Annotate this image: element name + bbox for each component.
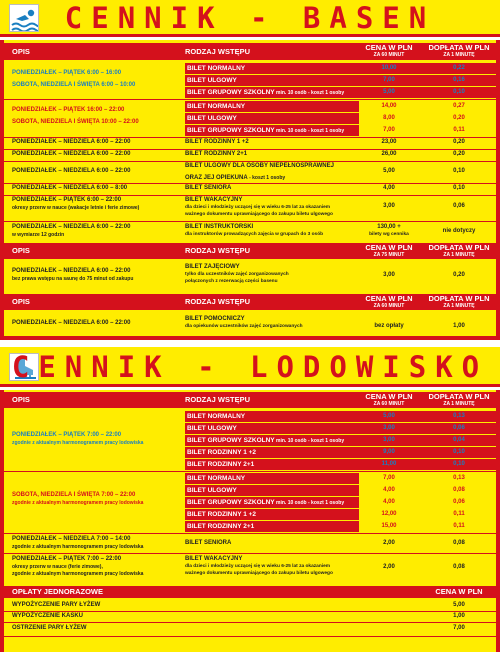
pool-g2-ticket: BILET GRUPOWY SZKOLNY min. 10 osób - koszt 1 osoby	[185, 125, 359, 136]
pool-g1-ticket: BILET NORMALNY	[185, 63, 496, 74]
rink-title: CENNIK - LODOWISKO	[11, 350, 489, 384]
pool-header-75: OPIS RODZAJ WSTĘPU CENA W PLN ZA 75 MINUT DOPŁATA W PLN ZA 1 MINUTĘ	[4, 243, 496, 259]
pool-panel: OPIS RODZAJ WSTĘPU CENA W PLN ZA 60 MINUT DOPŁATA W PLN ZA 1 MINUTĘ PONIEDZIAŁEK – PIĄTEK 6:00 – 16:00 SOBOTA, NIEDZIELA I ŚWIĘTA 6:00 – 10:00 BILET NORMALNY BILET ULGOWY BILET GRUPOWY SZKOLNY min. 10 osób - koszt 1 osoby 10,00 0,22 7,00 0,16 5,00 0,10 PONIEDZIAŁEK – PIĄTEK 16:00 – 22:00 SOBOTA, NIEDZIELA I ŚWIĘTA 10:00 – 22:00 BILET NORMALNY BILET ULGOWY BILET GRUPOWY SZKOLNY min. 10 osób - koszt 1 osoby 14,00 0,27 8,00 0,20 7,00 0,11 PONIEDZIAŁEK – NIEDZIELA 6:00 – 22:00 BILET RODZINNY 1 +2 23,00 0,20 PONIEDZIAŁEK – NIEDZIELA 6:00 – 22:00 BILET RODZINNY 2+1 26,00 0,20 PONIEDZIAŁEK – NIEDZIELA 6:00 – 22:00 BILET ULGOWY DLA OSOBY NIEPEŁNOSPRAWNEJ ORAZ JEJ OPIEKUNA - koszt 1 osoby 5,00 0,10 PONIEDZIAŁEK – NIEDZIELA 6:00 – 8:00 BILET SENIORA 4,00 0,10 PONIEDZIAŁEK – PIĄTEK 6:00 – 22:00 okresy przerw w nauce (wakacje letnie i ferie zimowe) BILET WAKACYJNY dla dzieci i młodzieży uczącej się w wieku 6-25 lat za okazaniem ważnego dokumentu uprawniającego do zakupu biletu ulgowego 3,00 0,06 PONIEDZIAŁEK – NIEDZIELA 6:00 – 22:00 w wymiarze 12 godzin BILET INSTRUKTORSKI dla instruktorów prowadzących zajęcia w grupach do 3 osób 130,00 + bilety wg cennika nie dotyczy OPIS RODZAJ WSTĘPU CENA W PLN ZA 75 MINUT DOPŁATA W PLN ZA 1 MINUTĘ PONIEDZIAŁEK – NIEDZIELA 6:00 – 22:00 bez prawa wstępu na saunę do 75 minut od zakupu BILET ZAJĘCIOWY tylko dla uczestników zajęć zorganizowanych połączonych z rezerwacją części basenu 3,00 0,20 OPIS RODZAJ WSTĘPU CENA W PLN ZA 60 MINUT DOPŁATA W PLN ZA 1 MINUTĘ PONIEDZIAŁEK – NIEDZIELA 6:00 – 22:00 BILET POMOCNICZY dla opiekunów uczestników zajęć zorganizowanych bez opłaty 1,00	[0, 40, 500, 340]
rink-g1-ticket: BILET RODZINNY 2+1	[185, 459, 496, 470]
rink-banner	[0, 347, 500, 387]
pool-g2-ticket: BILET ULGOWY	[185, 113, 359, 124]
rink-g2-ticket: BILET GRUPOWY SZKOLNY min. 10 osób - koszt 1 osoby	[185, 497, 359, 508]
pool-g1-ticket: BILET ULGOWY	[185, 75, 496, 86]
rink-panel: OPIS RODZAJ WSTĘPU CENA W PLN ZA 60 MINUT DOPŁATA W PLN ZA 1 MINUTĘ PONIEDZIAŁEK – PIĄTEK 7:00 – 22:00 zgodnie z aktualnym harmonogramem pracy lodowiska BILET NORMALNY BILET ULGOWY BILET GRUPOWY SZKOLNY min. 10 osób - koszt 1 osoby BILET RODZINNY 1 +2 BILET RODZINNY 2+1 5,00 0,13 3,00 0,06 3,00 0,04 9,00 0,10 11,00 0,10 SOBOTA, NIEDZIELA I ŚWIĘTA 7:00 – 22:00 zgodnie z aktualnym harmonogramem pracy lodowiska BILET NORMALNY BILET ULGOWY BILET GRUPOWY SZKOLNY min. 10 osób - koszt 1 osoby BILET RODZINNY 1 +2 BILET RODZINNY 2+1 7,00 0,13 4,00 0,08 4,00 0,06 12,00 0,11 15,00 0,11 PONIEDZIAŁEK – NIEDZIELA 7:00 – 14:00 zgodnie z aktualnym harmonogramem pracy lodowiska BILET SENIORA 2,00 0,08 PONIEDZIAŁEK – PIĄTEK 7:00 – 22:00 okresy przerw w nauce (ferie zimowe), zgodnie z aktualnym harmonogramem pracy lodowiska BILET WAKACYJNY dla dzieci i młodzieży uczącej się w wieku 6-25 lat za okazaniem ważnego dokumentu uprawniającego do zakupu biletu ulgowego 2,00 0,08 OPŁATY JEDNORAZOWE CENA W PLN WYPOŻYCZENIE PARY ŁYŻEW 5,00 WYPOŻYCZENIE KASKU 1,00 OSTRZENIE PARY ŁYŻEW 7,00	[0, 390, 500, 652]
col-opis: OPIS	[12, 47, 30, 56]
rink-g2-ticket: BILET RODZINNY 2+1	[185, 521, 359, 532]
rink-g1-ticket: BILET GRUPOWY SZKOLNY min. 10 osób - koszt 1 osoby	[185, 435, 496, 446]
col-rodzaj: RODZAJ WSTĘPU	[185, 47, 251, 56]
pool-g1-ticket: BILET GRUPOWY SZKOLNY min. 10 osób - koszt 1 osoby	[185, 87, 496, 98]
rink-g1-ticket: BILET ULGOWY	[185, 423, 496, 434]
rink-g2-ticket: BILET RODZINNY 1 +2	[185, 509, 359, 520]
rink-g2-ticket: BILET NORMALNY	[185, 473, 359, 484]
pool-header-helper: OPIS RODZAJ WSTĘPU CENA W PLN ZA 60 MINUT DOPŁATA W PLN ZA 1 MINUTĘ	[4, 294, 496, 310]
col-cena: CENA W PLN ZA 60 MINUT	[365, 43, 413, 58]
rink-g1-ticket: BILET NORMALNY	[185, 411, 496, 422]
col-doplata: DOPŁATA W PLN ZA 1 MINUTĘ	[428, 43, 490, 58]
pool-banner	[0, 0, 500, 37]
rink-g2-ticket: BILET ULGOWY	[185, 485, 359, 496]
rink-header: OPIS RODZAJ WSTĘPU CENA W PLN ZA 60 MINUT DOPŁATA W PLN ZA 1 MINUTĘ	[4, 392, 496, 408]
pool-header	[4, 43, 496, 60]
pool-title: CENNIK - BASEN	[64, 1, 436, 35]
rink-extra-header: OPŁATY JEDNORAZOWE CENA W PLN	[4, 586, 496, 598]
pool-g2-ticket: BILET NORMALNY	[185, 101, 359, 112]
rink-g1-ticket: BILET RODZINNY 1 +2	[185, 447, 496, 458]
